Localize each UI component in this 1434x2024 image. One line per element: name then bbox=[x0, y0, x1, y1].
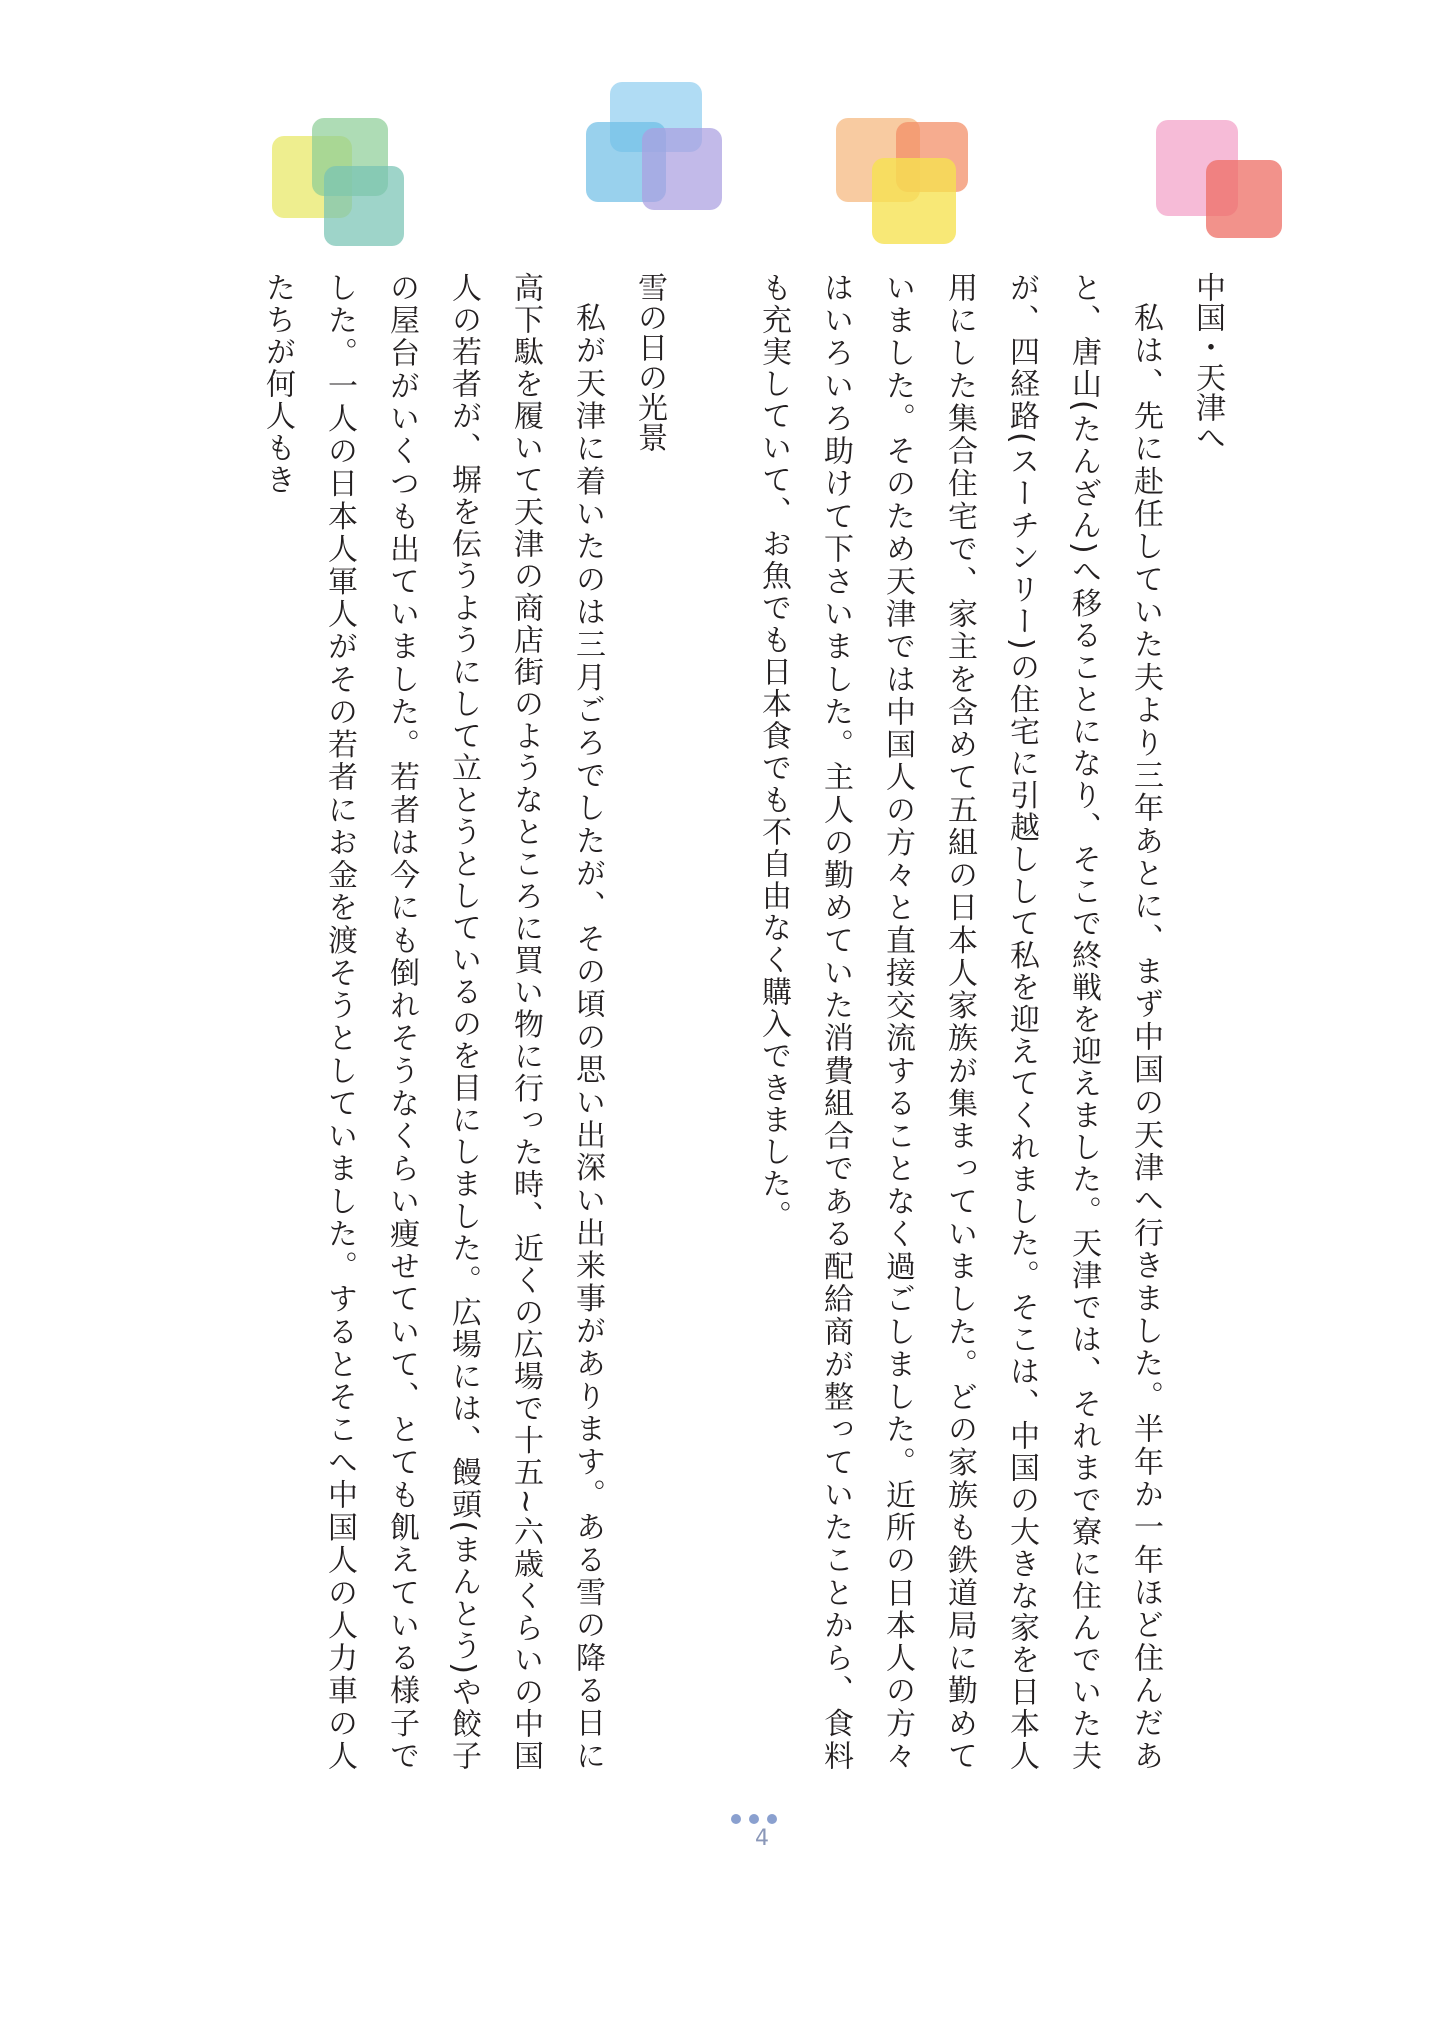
dot-1 bbox=[731, 1814, 741, 1824]
pink-red-watercolor-squares bbox=[1156, 120, 1286, 250]
dot-2 bbox=[749, 1814, 759, 1824]
dot-3 bbox=[767, 1814, 777, 1824]
yellow-square bbox=[872, 158, 956, 244]
paragraph-china-tianjin: 私は、先に赴任していた夫より三年あとに、まず中国の天津へ行きました。半年か一年ほど住んだあと、唐山(たんざん)へ移ることになり、そこで終戦を迎えました。天津では、それまで寮に住んでいた夫が、四経路(スーチンリー)の住宅に引越しして私を迎えてくれました。そこは、中国の大きな家を日本人用にした集合住宅で、家主を含めて五組の日本人家族が集まっていました。どの家族も鉄道局に勤めていました。そのため天津では中国人の方々と直接交流することなく過ごしました。近所の日本人の方々はいろいろ助けて下さいました。主人の勤めていた消費組合である配給商が整っていたことから、食料も充実していて、お魚でも日本食でも不自由なく購入できました。 bbox=[756, 272, 1163, 1772]
section-gap bbox=[680, 272, 742, 1772]
page-dots-ornament bbox=[727, 1812, 797, 1826]
blue-purple-watercolor-squares bbox=[586, 82, 726, 212]
section-title-snow-day: 雪の日の光景 bbox=[632, 272, 667, 452]
teal-square bbox=[324, 166, 404, 246]
section-title-china-tianjin: 中国・天津へ bbox=[1190, 272, 1225, 452]
purple-square bbox=[642, 128, 722, 210]
vertical-text-body bbox=[260, 272, 1238, 1772]
yellow-green-watercolor-squares bbox=[272, 118, 412, 248]
red-square bbox=[1206, 160, 1282, 238]
orange-yellow-watercolor-squares bbox=[836, 118, 976, 248]
paragraph-snow-day: 私が天津に着いたのは三月ごろでしたが、その頃の思い出深い出来事があります。ある雪の降る日に高下駄を履いて天津の商店街のようなところに買い物に行った時、近くの広場で十五~六歳くらいの中国人の若者が、塀を伝うようにして立とうとしているのを目にしました。広場には、饅頭(まんとう)や餃子の屋台がいくつも出ていました。若者は今にも倒れそうなくらい痩せていて、とても飢えている様子でした。一人の日本人軍人がその若者にお金を渡そうとしていました。するとそこへ中国人の人力車の人たちが何人もき bbox=[260, 272, 605, 1772]
page-number: 4 bbox=[755, 1826, 769, 1851]
